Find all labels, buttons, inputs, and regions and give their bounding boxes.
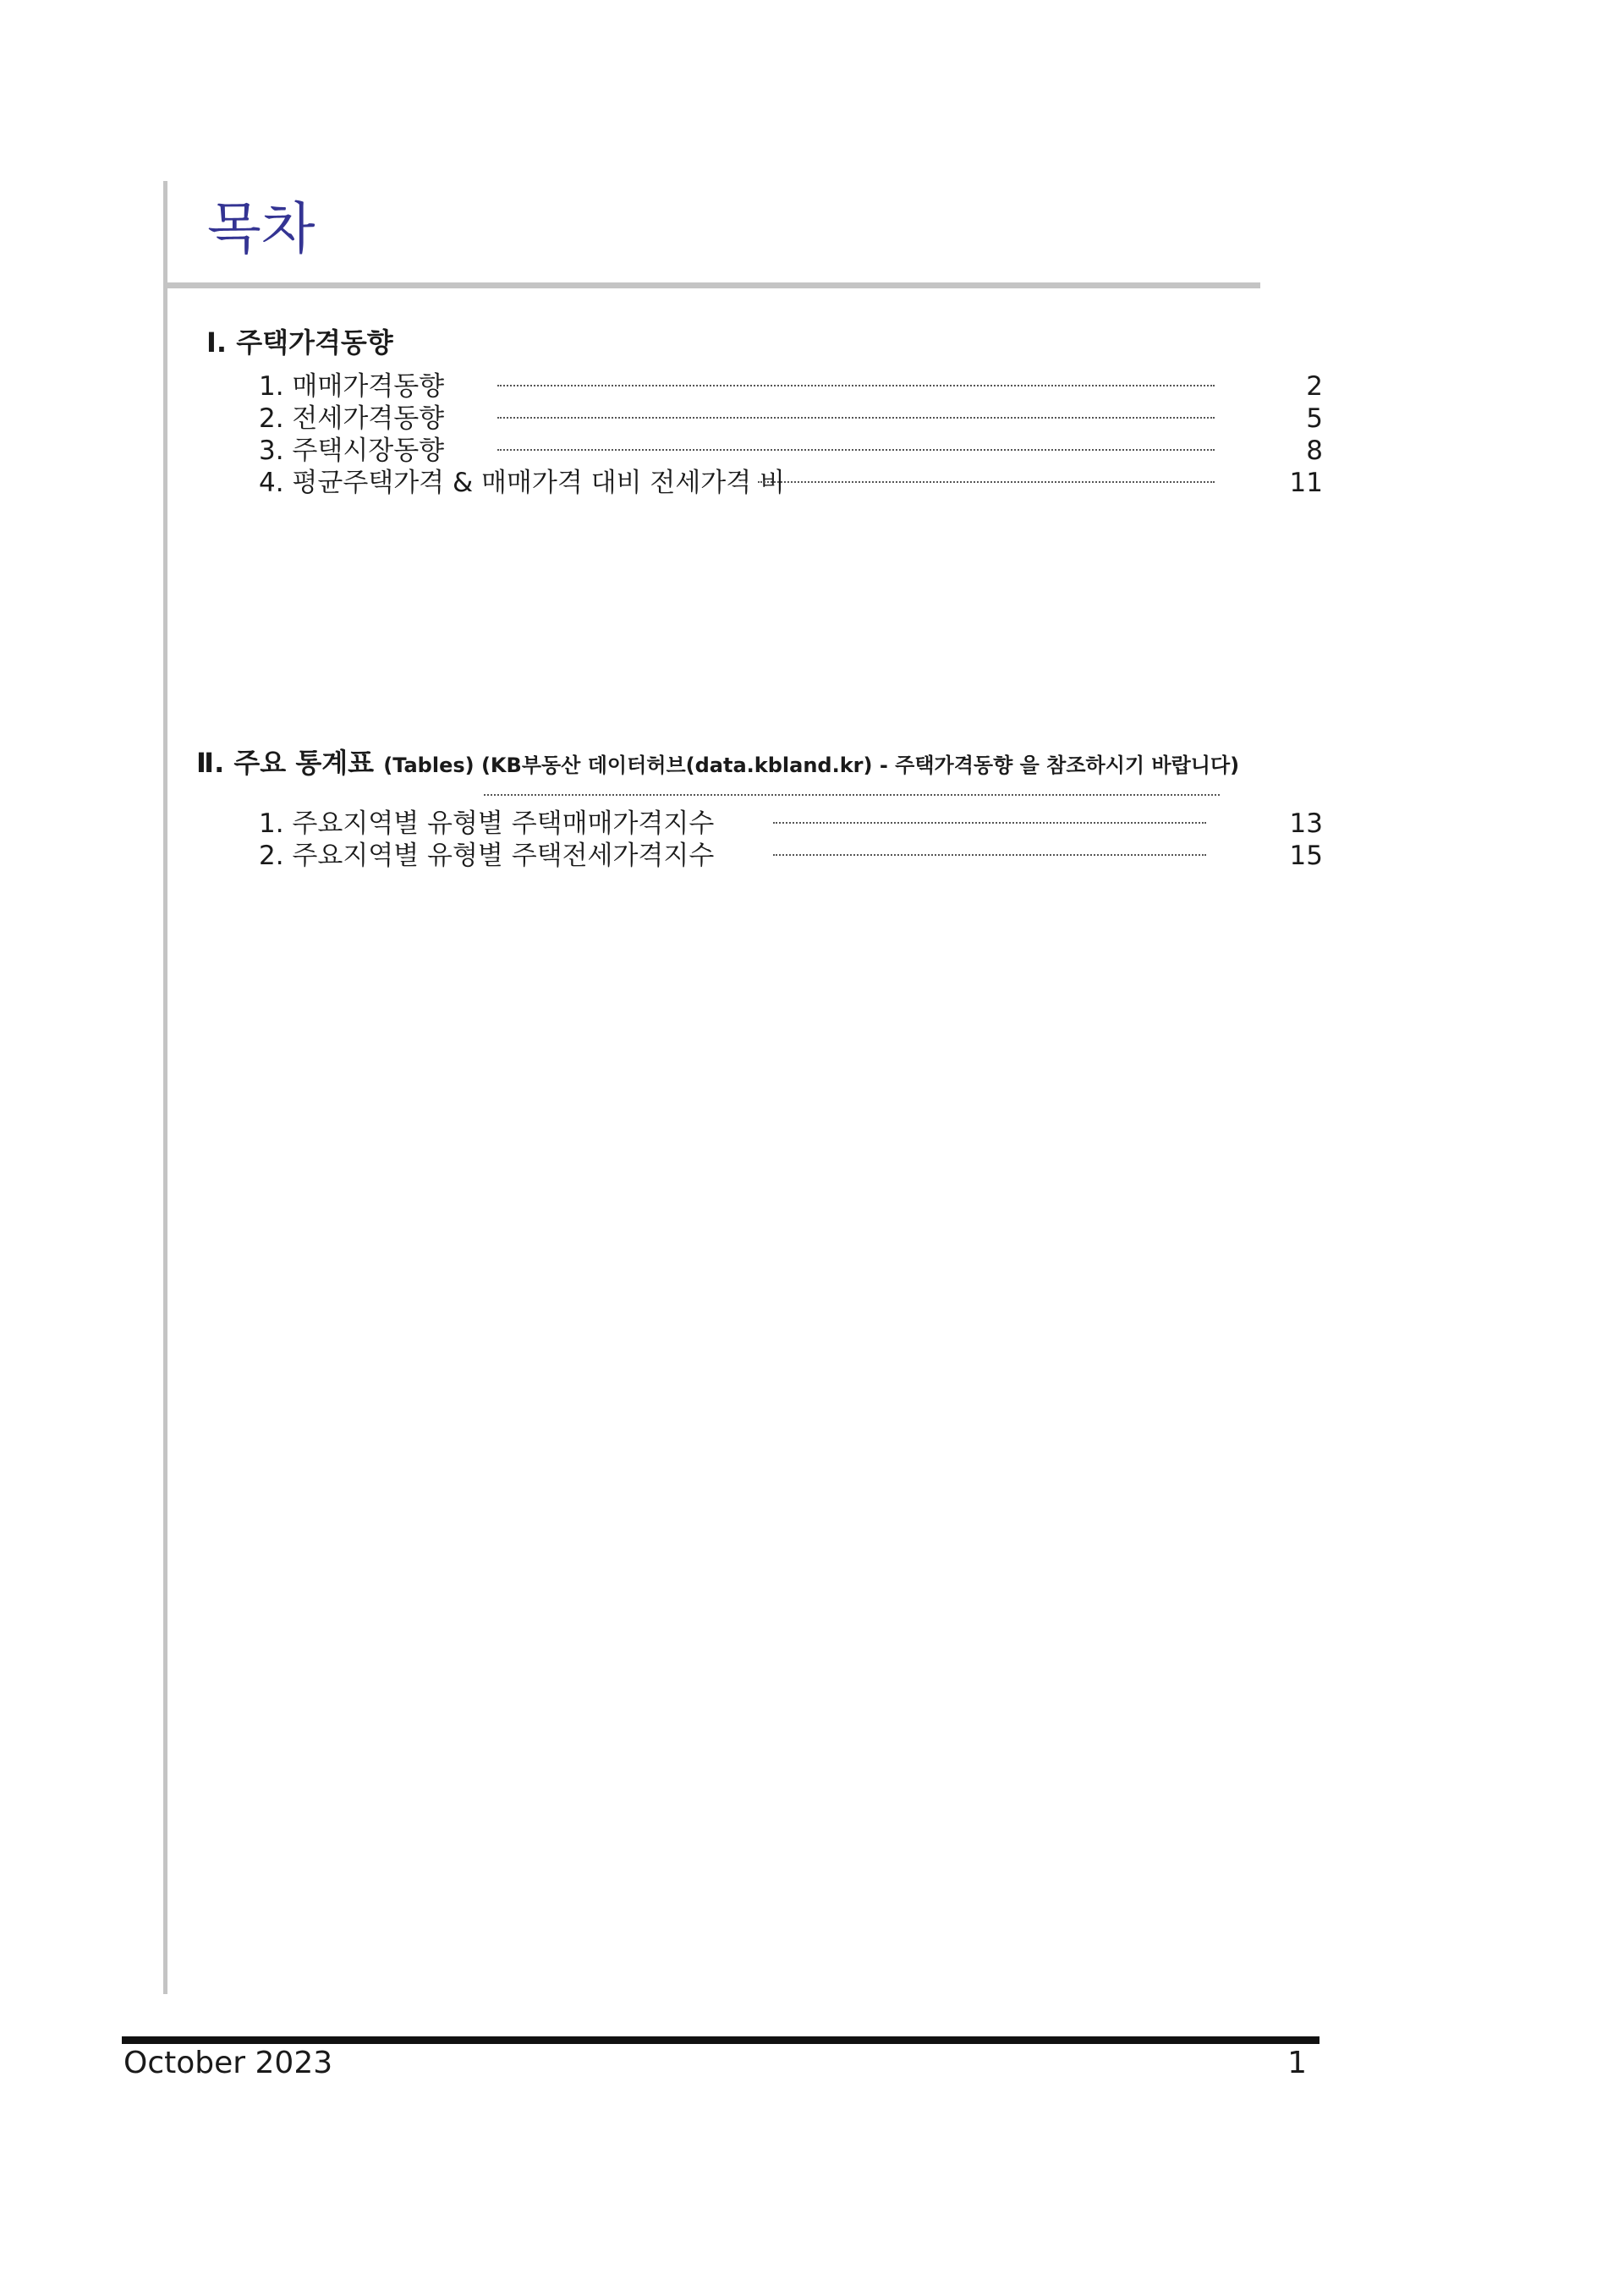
- section-2-note: (Tables) (KB부동산 데이터허브(data.kbland.kr) - 주택가격동향 을 참조하시기 바랍니다): [383, 753, 1240, 777]
- toc-dot-leader: [773, 822, 1206, 824]
- toc-entry-label: 2. 전세가격동향: [259, 403, 445, 434]
- section-2-title: Ⅱ. 주요 통계표: [196, 747, 375, 779]
- toc-entry-page: 2: [1306, 371, 1323, 402]
- title-underline: [167, 282, 1260, 288]
- toc-entry-label: 4. 평균주택가격 & 매매가격 대비 전세가격 비: [259, 468, 785, 498]
- footer-page-number: 1: [1287, 2046, 1307, 2080]
- section-1-heading: Ⅰ. 주택가격동향: [206, 326, 393, 359]
- toc-entry-page: 8: [1306, 436, 1323, 466]
- toc-dot-leader: [758, 481, 1215, 483]
- left-margin-rule: [163, 181, 167, 1994]
- toc-entry-label: 2. 주요지역별 유형별 주택전세가격지수: [259, 841, 715, 871]
- toc-entry-label: 1. 매매가격동향: [259, 371, 445, 402]
- section-2-dot-rule: [484, 794, 1220, 796]
- toc-entry-label: 1. 주요지역별 유형별 주택매매가격지수: [259, 808, 715, 839]
- toc-dot-leader: [497, 417, 1215, 419]
- toc-entry-label: 3. 주택시장동향: [259, 436, 445, 466]
- page-title: 목차: [207, 196, 315, 261]
- toc-dot-leader: [497, 385, 1215, 386]
- toc-dot-leader: [497, 449, 1215, 451]
- footer-date: October 2023: [123, 2046, 333, 2080]
- section-2-heading: [196, 742, 1239, 781]
- footer-rule: [122, 2036, 1320, 2044]
- toc-entry-page: 5: [1306, 403, 1323, 434]
- toc-entry-page: 13: [1289, 808, 1323, 839]
- toc-entry-page: 15: [1289, 841, 1323, 871]
- toc-entry-page: 11: [1289, 468, 1323, 498]
- toc-dot-leader: [773, 854, 1206, 856]
